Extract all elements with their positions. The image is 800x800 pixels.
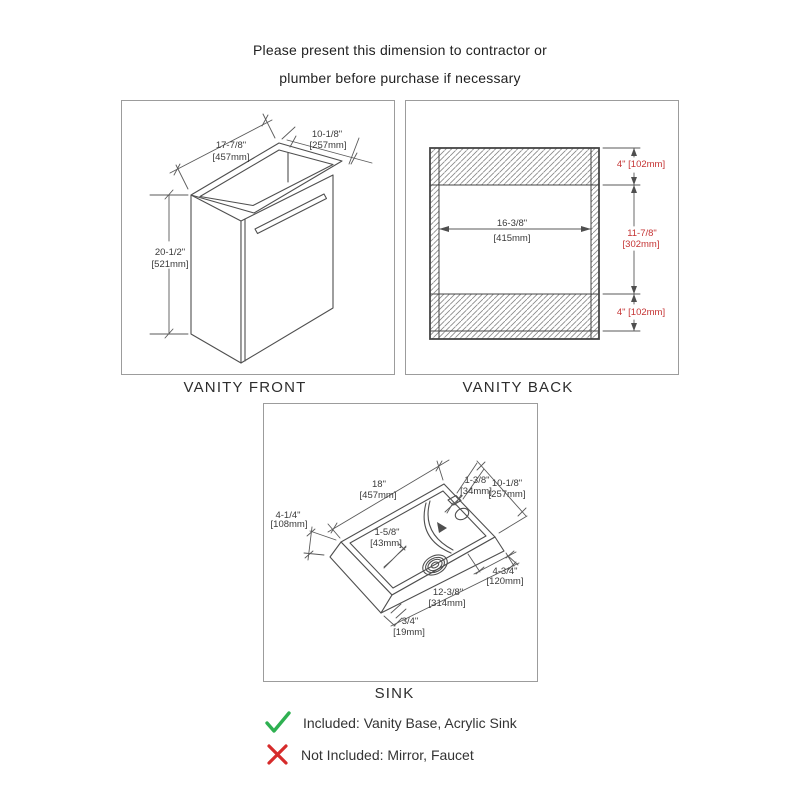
dim-sink-lip-mm: [19mm] — [393, 627, 425, 638]
dim-sink-hole-mm: [34mm] — [460, 486, 492, 497]
header-line2: plumber before purchase if necessary — [279, 70, 521, 86]
vanity-front-drawing — [122, 101, 394, 374]
sink-outline — [330, 484, 504, 613]
sink-title: SINK — [374, 685, 415, 702]
dim-back-opening-in: 16-3/8" — [496, 218, 528, 229]
dim-sink-basin-length-in: 12-3/8" — [432, 587, 464, 598]
header-line1: Please present this dimension to contractor or — [252, 42, 547, 58]
dim-sink-height-mm: [108mm] — [270, 519, 308, 530]
dim-sink-basin-depth-in: 1-5/8" — [374, 527, 400, 538]
dim-sink-deck-in: 4-3/4" — [492, 566, 518, 577]
sink-drawing — [264, 404, 537, 681]
dim-front-height-in: 20-1/2" — [154, 247, 186, 258]
dim-sink-height-in: 4-1/4" — [275, 510, 301, 521]
legend-included-row — [264, 710, 517, 735]
dim-front-depth-in: 10-1/8" — [311, 129, 343, 140]
sink-panel — [263, 403, 538, 682]
dim-sink-lip-in: 3/4" — [401, 616, 419, 627]
cross-icon — [265, 742, 290, 767]
dim-front-depth-mm: [257mm] — [309, 140, 347, 151]
dim-sink-depth-mm: [257mm] — [488, 489, 526, 500]
dim-sink-deck-mm: [120mm] — [486, 576, 524, 587]
dim-back-bottom-offset: 4" [102mm] — [616, 307, 666, 318]
cabinet-outline — [191, 143, 342, 363]
dim-sink-length-in: 18" — [372, 479, 386, 490]
dim-sink-hole-in: 1-3/8" — [464, 475, 490, 486]
dim-back-top-offset: 4" [102mm] — [616, 159, 666, 170]
dim-sink-length-mm: [457mm] — [359, 490, 397, 501]
dim-sink-basin-length-mm: [314mm] — [428, 598, 466, 609]
dim-back-opening-height-mm: [302mm] — [622, 239, 660, 250]
dim-sink-basin-depth-mm: [43mm] — [370, 538, 402, 549]
vanity-back-drawing — [406, 101, 678, 374]
check-icon — [264, 710, 292, 735]
dim-sink-depth-in: 10-1/8" — [491, 478, 523, 489]
dim-front-width-in: 17-7/8" — [215, 140, 247, 151]
vanity-front-panel — [121, 100, 395, 375]
vanity-back-panel — [405, 100, 679, 375]
dim-back-opening-mm: [415mm] — [493, 233, 531, 244]
vanity-front-title: VANITY FRONT — [183, 379, 307, 396]
vanity-back-title: VANITY BACK — [462, 379, 574, 396]
dim-front-height-mm: [521mm] — [151, 259, 189, 270]
legend-included-text: Included: Vanity Base, Acrylic Sink — [303, 714, 517, 731]
dim-front-width-mm: [457mm] — [212, 152, 250, 163]
dim-back-opening-height-in: 11-7/8" — [627, 228, 657, 239]
legend-not-included-row — [265, 742, 474, 767]
legend-not-included-text: Not Included: Mirror, Faucet — [301, 746, 474, 763]
